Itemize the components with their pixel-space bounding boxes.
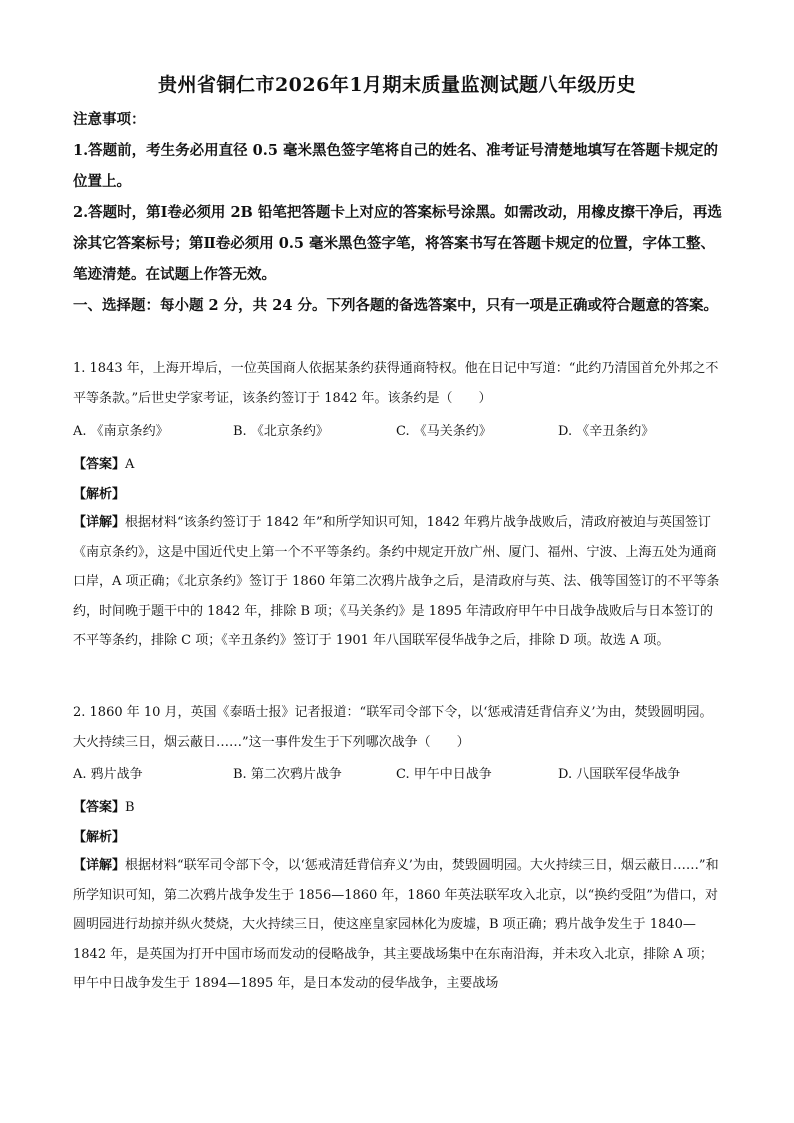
- question-2-options: [73, 763, 725, 787]
- question-1-analysis-label: 【解析】: [73, 487, 126, 502]
- detail-text: 根据材料“该条约签订于 1842 年”和所学知识可知，1842 年鸦片战争战败后，清政府被迫与英国签订《南京条约》，这是中国近代史上第一个不平等条约。条约中规定开放广州、厦门、福州、宁波、上海五处为通商口岸，A 项正确；《北京条约》签订于 1860 年第二次鸦片战争之后，是清政府与英、法、俄等国签订的不平等条约，时间晚于题干中的 1842 年，排除 B 项；《马关条约》是 1895 年清政府甲午中日战争战败后与日本签订的不平等条约，排除 C 项；《辛丑条约》签订于 1901 年八国联军侵华战争之后，排除 D 项。故选 A 项。: [73, 515, 720, 648]
- answer-label: 【答案】: [73, 457, 126, 472]
- option-d: D. 《辛丑条约》: [558, 424, 655, 439]
- question-2-stem: 2. 1860 年 10 月，英国《泰晤士报》记者报道：“联军司令部下令，以‘惩戒清廷背信弃义’为由，焚毁圆明园。大火持续三日，烟云蔽日……”这一事件发生于下列哪次战争（ ）: [73, 705, 713, 750]
- detail-label: 【详解】: [73, 858, 126, 873]
- section-heading: 一、选择题：每小题 2 分，共 24 分。下列各题的备选答案中，只有一项是正确或符合题意的答案。: [73, 297, 718, 314]
- option-c: C. 甲午中日战争: [396, 767, 492, 782]
- option-c: C. 《马关条约》: [396, 424, 492, 439]
- question-2-detail: [73, 851, 725, 999]
- question-1-stem: 1. 1843 年，上海开埠后，一位英国商人依据某条约获得通商特权。他在日记中写道：“此约乃清国首允外邦之不平等条款。”后世史学家考证，该条约签订于 1842 年。该条约是（ ）: [73, 361, 719, 406]
- question-1-detail: [73, 508, 725, 656]
- option-a: A. 鸦片战争: [73, 767, 143, 782]
- option-b: B. 《北京条约》: [233, 424, 329, 439]
- question-1-options: [73, 420, 725, 444]
- notice-heading: 注意事项：: [73, 111, 146, 128]
- question-2-answer: [73, 796, 135, 815]
- answer-label: 【答案】: [73, 800, 126, 815]
- detail-label: 【详解】: [73, 515, 126, 530]
- notice-item-2: 2.答题时，第Ⅰ卷必须用 2B 铅笔把答题卡上对应的答案标号涂黑。如需改动，用橡皮擦干净后，再选涂其它答案标号；第Ⅱ卷必须用 0.5 毫米黑色签字笔，将答案书写在答题卡规定的位置，字体工整、笔迹清楚。在试题上作答无效。: [73, 204, 722, 283]
- question-1-answer: [73, 453, 134, 472]
- page-title: 贵州省铜仁市2026年1月期末质量监测试题八年级历史: [157, 74, 637, 96]
- option-b: B. 第二次鸦片战争: [233, 767, 342, 782]
- notice-item-1: 1.答题前，考生务必用直径 0.5 毫米黑色签字笔将自己的姓名、准考证号清楚地填写在答题卡规定的位置上。: [73, 142, 718, 190]
- answer-value: B: [125, 800, 135, 815]
- detail-text: 根据材料“联军司令部下令，以‘惩戒清廷背信弃义’为由，焚毁圆明园。大火持续三日，烟云蔽日……”和所学知识可知，第二次鸦片战争发生于 1856—1860 年，1860 年英法联军攻入北京，以“换约受阻”为借口，对圆明园进行劫掠并纵火焚烧，大火持续三日，使这座皇家园林化为废墟，B 项正确；鸦片战争发生于 1840—1842 年，是英国为打开中国市场而发动的侵略战争，其主要战场集中在东南沿海，并未攻入北京，排除 A 项；甲午中日战争发生于 1894—1895 年，是日本发动的侵华战争，主要战场: [73, 858, 719, 991]
- option-d: D. 八国联军侵华战争: [558, 767, 681, 782]
- answer-value: A: [125, 457, 135, 472]
- question-2-analysis-label: 【解析】: [73, 830, 126, 845]
- option-a: A. 《南京条约》: [73, 424, 169, 439]
